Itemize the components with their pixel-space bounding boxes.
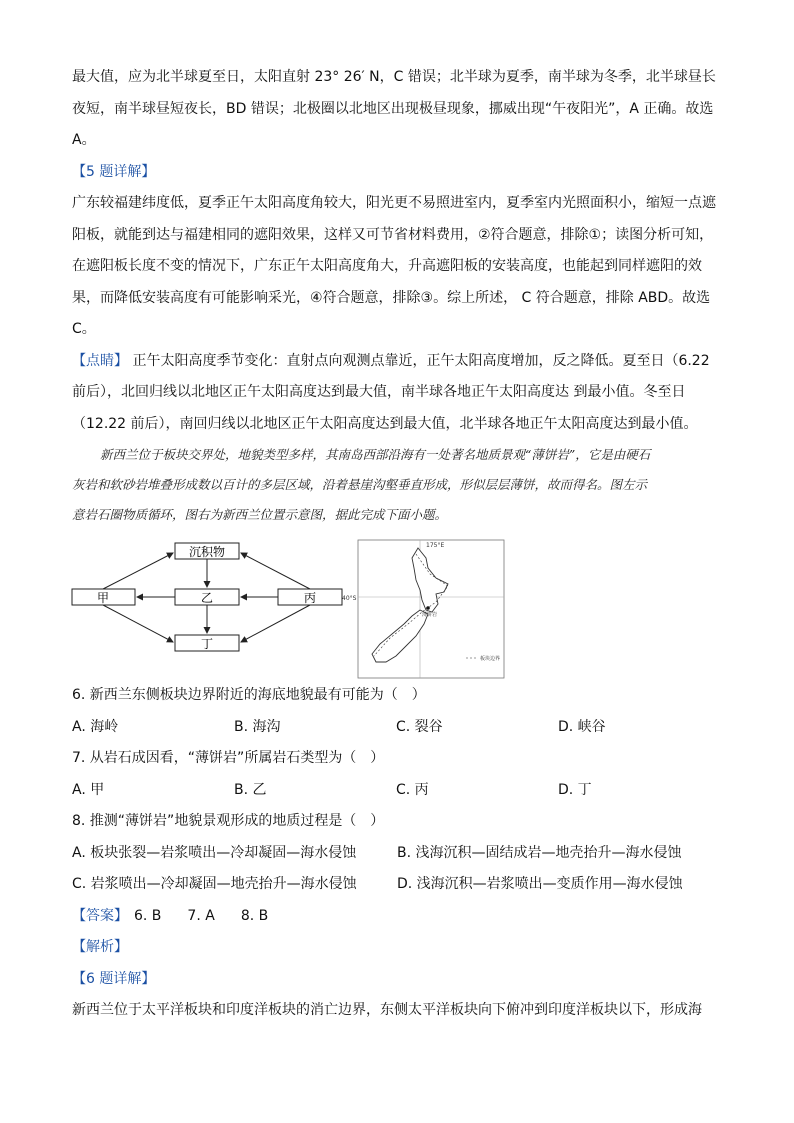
text-line: 广东较福建纬度低，夏季正午太阳高度角较大，阳光更不易照进室内，夏季室内光照面积小，缩短一点遮 bbox=[72, 195, 716, 211]
section-label-q5: 【5 题详解】 bbox=[72, 163, 156, 180]
question-8-options-row2 bbox=[72, 869, 722, 901]
text-line: 在遮阳板长度不变的情况下，广东正午太阳高度角大，升高遮阳板的安装高度，也能起到同样遮阳的效 bbox=[72, 258, 702, 274]
figures bbox=[72, 538, 722, 680]
answer-label: 【答案】 bbox=[72, 907, 128, 924]
arrow bbox=[103, 605, 173, 642]
section-label-q6: 【6 题详解】 bbox=[72, 970, 156, 987]
arrow bbox=[241, 605, 310, 642]
option-a[interactable]: A. 海岭 bbox=[72, 718, 119, 735]
lead-line: 意岩石圈物质循环，图右为新西兰位置示意图，据此完成下面小题。 bbox=[72, 507, 448, 522]
option-d[interactable]: D. 丁 bbox=[558, 781, 592, 798]
answer-6: 6. B bbox=[134, 907, 162, 924]
analysis-label: 【解析】 bbox=[72, 939, 128, 955]
lon-label: 175°E bbox=[426, 542, 445, 549]
text-line: 最大值，应为北半球夏至日，太阳直射 23° 26′ N，C 错误；北半球为夏季，南半球为冬季，北半球昼长 bbox=[72, 69, 716, 85]
label-ding: 丁 bbox=[200, 637, 214, 651]
arrow bbox=[241, 553, 310, 589]
text-line: 果，而降低安装高度有可能影响采光，④符合题意，排除③。综上所述， C 符合题意，排除 ABD。故选 bbox=[72, 289, 711, 306]
text-line: 阳板，就能到达与福建相同的遮阳效果，这样又可节省材料费用，②符合题意，排除①；读图分析可知， bbox=[72, 226, 714, 243]
option-d[interactable]: D. 浅海沉积—岩浆喷出—变质作用—海水侵蚀 bbox=[397, 876, 683, 892]
legend-label: 板块边界 bbox=[480, 656, 501, 662]
answer-line bbox=[72, 901, 722, 933]
location-dot bbox=[426, 606, 430, 610]
question-6-stem: 6. 新西兰东侧板块边界附近的海底地貌最有可能为（ ） bbox=[72, 687, 426, 703]
option-a[interactable]: A. 甲 bbox=[72, 781, 105, 798]
label-bing: 丙 bbox=[303, 591, 317, 605]
document-page bbox=[72, 62, 722, 1027]
text-line: （12.22 前后），南回归线以北地区正午太阳高度达到最大值，北半球各地正午太阳高度达到最小值。 bbox=[72, 415, 698, 432]
option-b[interactable]: B. 浅海沉积—固结成岩—地壳抬升—海水侵蚀 bbox=[397, 844, 682, 861]
text-line: 夜短，南半球昼短夜长，BD 错误；北极圈以北地区出现极昼现象，挪威出现“午夜阳光”，A 正确。故选 bbox=[72, 100, 714, 117]
lat-label: 40°S bbox=[342, 595, 357, 602]
place-label: 薄饼岩 bbox=[422, 612, 438, 618]
label-sediment: 沉积物 bbox=[188, 545, 226, 559]
question-8-options-row1 bbox=[72, 838, 722, 870]
question-8-stem: 8. 推测“薄饼岩”地貌景观形成的地质过程是（ ） bbox=[72, 813, 385, 829]
section-label-tip: 【点睛】 bbox=[72, 352, 128, 369]
label-jia: 甲 bbox=[96, 591, 110, 605]
option-b[interactable]: B. 乙 bbox=[234, 781, 267, 798]
answer-7: 7. A bbox=[187, 907, 215, 924]
option-c[interactable]: C. 岩浆喷出—冷却凝固—地壳抬升—海水侵蚀 bbox=[72, 876, 357, 892]
question-7-options bbox=[72, 775, 722, 807]
text-line: 新西兰位于太平洋板块和印度洋板块的消亡边界，东侧太平洋板块向下俯冲到印度洋板块以下，形成海 bbox=[72, 1002, 702, 1018]
lead-line: 新西兰位于板块交界处，地貌类型多样，其南岛西部沿海有一处著名地质景观“薄饼岩”，它是由硬石 bbox=[100, 447, 651, 462]
question-7-stem: 7. 从岩石成因看，“薄饼岩”所属岩石类型为（ ） bbox=[72, 750, 385, 766]
option-d[interactable]: D. 峡谷 bbox=[558, 718, 606, 735]
option-a[interactable]: A. 板块张裂—岩浆喷出—冷却凝固—海水侵蚀 bbox=[72, 844, 357, 861]
answer-8: 8. B bbox=[240, 907, 269, 924]
option-c[interactable]: C. 丙 bbox=[396, 781, 429, 798]
label-yi: 乙 bbox=[200, 591, 214, 605]
text-line: 前后），北回归线以北地区正午太阳高度达到最大值，南半球各地正午太阳高度达 到最小值。冬至日 bbox=[72, 384, 686, 400]
option-b[interactable]: B. 海沟 bbox=[234, 718, 281, 735]
new-zealand-map bbox=[342, 534, 506, 680]
question-6-options bbox=[72, 712, 722, 744]
option-c[interactable]: C. 裂谷 bbox=[396, 718, 443, 735]
arrow bbox=[103, 553, 173, 589]
text-line: C。 bbox=[72, 321, 96, 337]
tip-line: 【点睛】 正午太阳高度季节变化：直射点向观测点靠近，正午太阳高度增加，反之降低。夏至日（6.22 bbox=[72, 352, 710, 369]
text-line: A。 bbox=[72, 132, 96, 148]
lead-line: 灰岩和软砂岩堆叠形成数以百计的多层区域，沿着悬崖沟壑垂直形成，形似层层薄饼，故而得名。图左示 bbox=[72, 477, 648, 492]
